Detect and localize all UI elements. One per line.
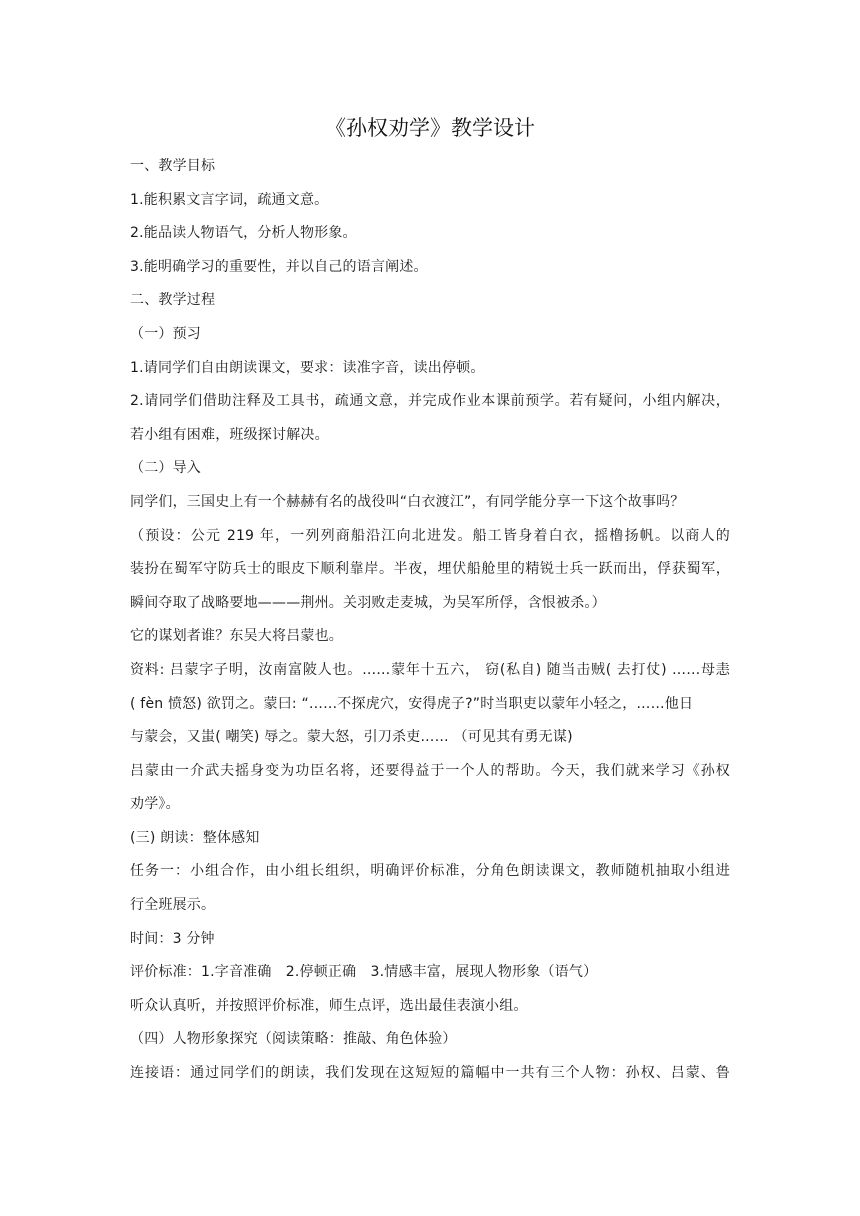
- material-line-3: 与蒙会，又蚩( 嘲笑) 辱之。蒙大怒，引刀杀吏…… （可见其有勇无谋): [130, 729, 573, 746]
- goal-item-3: 3.能明确学习的重要性，并以自己的语言阐述。: [130, 258, 428, 275]
- intro-question: 同学们，三国史上有一个赫赫有名的战役叫“白衣渡江”，有同学能分享一下这个故事吗？: [130, 493, 685, 510]
- goal-item-1: 1.能积累文言字词，疏通文意。: [130, 191, 329, 208]
- section-heading-goals: 一、教学目标: [130, 158, 216, 174]
- preview-item-1: 1.请同学们自由朗读课文，要求：读准字音，读出停顿。: [130, 359, 485, 376]
- criteria-line: 评价标准：1.字音准确 2.停顿正确 3.情感丰富，展现人物形象（语气）: [130, 964, 598, 981]
- task-one-line-1: 任务一：小组合作，由小组长组织，明确评价标准，分角色朗读课文，教师随机抽取小组进: [130, 863, 730, 880]
- preset-paragraph-line-1: （预设：公元 219 年，一列列商船沿江向北进发。船工皆身着白衣，摇橹扬帆。以商人的: [130, 527, 730, 544]
- transition-line-1: 吕蒙由一介武夫摇身变为功臣名将，还要得益于一个人的帮助。今天，我们就来学习《孙权: [130, 762, 730, 779]
- subsection-heading-intro: （二）导入: [130, 460, 201, 477]
- subsection-heading-preview: （一）预习: [130, 325, 201, 342]
- task-one-line-2: 行全班展示。: [130, 897, 216, 914]
- preview-item-2-line-2: 若小组有困难，班级探讨解决。: [130, 426, 329, 443]
- audience-line: 听众认真听，并按照评价标准，师生点评，选出最佳表演小组。: [130, 997, 528, 1014]
- goal-item-2: 2.能品读人物语气，分析人物形象。: [130, 225, 357, 242]
- document-title: 《孙权劝学》教学设计: [325, 116, 535, 140]
- time-line: 时间：3 分钟: [130, 930, 215, 947]
- material-line-2: ( fèn 愤怒) 欲罚之。蒙曰: “……不探虎穴，安得虎子?”时当职吏以蒙年小轻之，……他日: [130, 695, 694, 712]
- transition-line-2: 劝学》。: [130, 796, 180, 813]
- subsection-heading-character: （四）人物形象探究（阅读策略：推敲、角色体验）: [130, 1031, 457, 1048]
- planner-question: 它的谋划者谁？东吴大将吕蒙也。: [130, 628, 343, 645]
- document-body: [130, 150, 730, 1091]
- preset-paragraph-line-3: 瞬间夺取了战略要地———荆州。关羽败走麦城，为吴军所俘，含恨被杀。）: [130, 594, 606, 611]
- connection-line: 连接语：通过同学们的朗读，我们发现在这短短的篇幅中一共有三个人物：孙权、吕蒙、鲁: [130, 1065, 730, 1082]
- section-heading-process: 二、教学过程: [130, 292, 216, 309]
- preset-paragraph-line-2: 装扮在蜀军守防兵士的眼皮下顺利靠岸。半夜，埋伏船舱里的精锐士兵一跃而出，俘获蜀军，: [130, 561, 730, 578]
- preview-item-2-line-1: 2.请同学们借助注释及工具书，疏通文意，并完成作业本课前预学。若有疑问，小组内解决，: [130, 393, 730, 410]
- material-line-1: 资料: 吕蒙字子明，汝南富陂人也。……蒙年十五六， 窃(私自) 随当击贼( 去打仗) ……母恚: [130, 661, 730, 678]
- subsection-heading-reading: (三) 朗读：整体感知: [130, 829, 260, 846]
